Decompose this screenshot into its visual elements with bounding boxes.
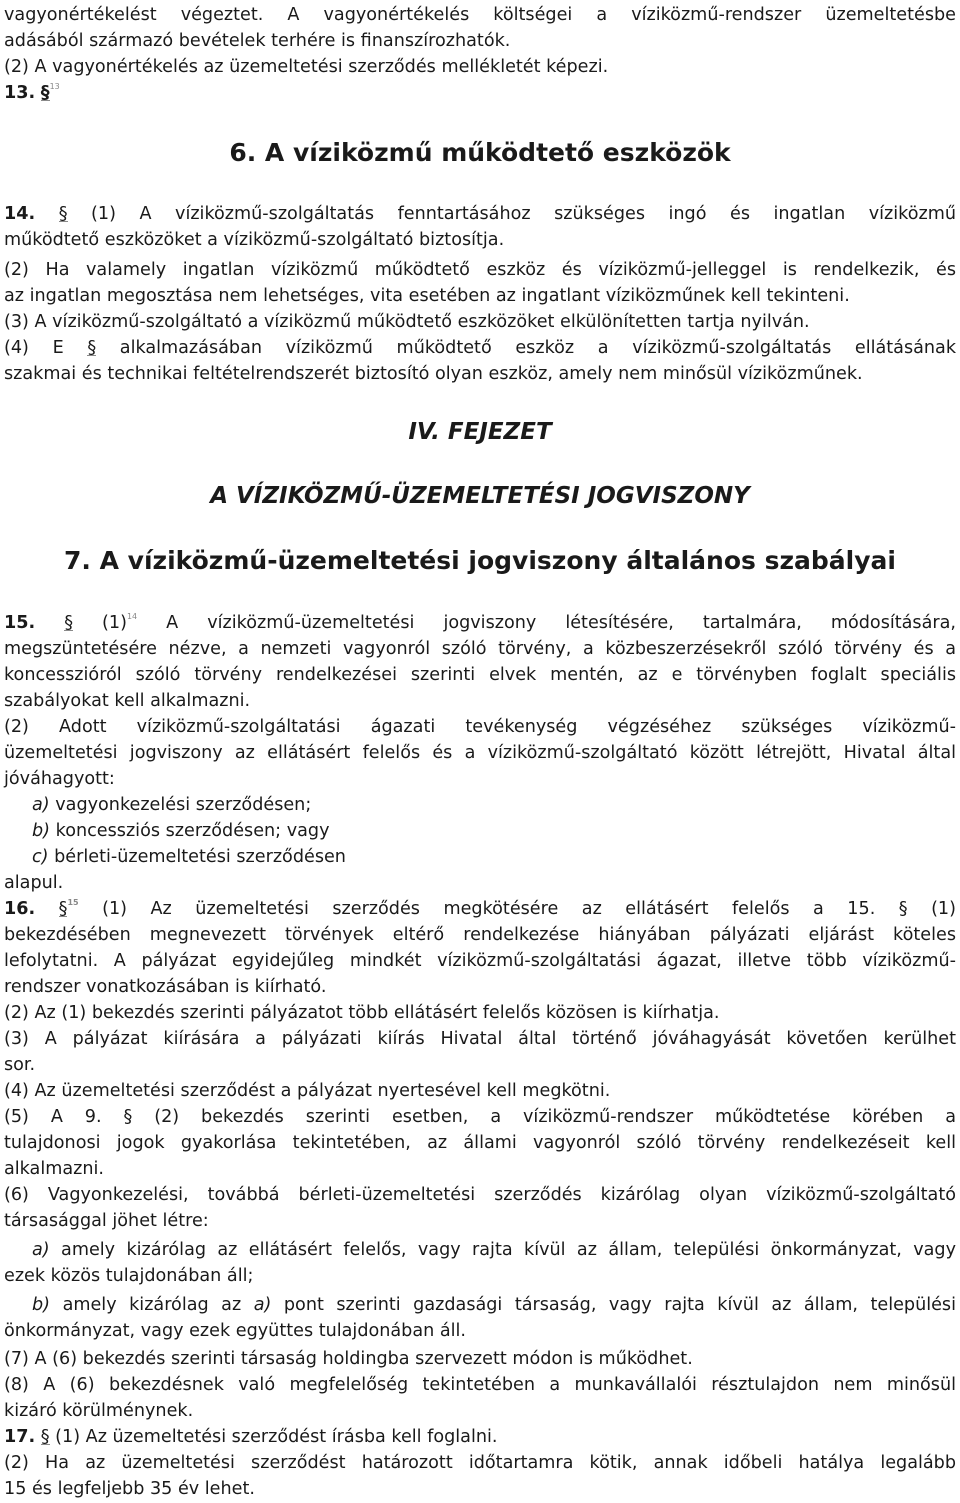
section-sign-link[interactable]: § [64, 613, 73, 633]
paragraph-line: (2) Ha az üzemeltetési szerződést határozott időtartamra kötik, annak időbeli hatálya legalább [4, 1453, 956, 1473]
paragraph-line: az ingatlan megosztása nem lehetséges, vita esetében az ingatlant víziközműnek kell tekinteni. [4, 286, 850, 306]
paragraph-text: (1) Az üzemeltetési szerződést írásba kell foglalni. [55, 1427, 498, 1447]
paragraph-line: bekezdésében megnevezett törvények eltérő rendelkezése hiányában pályázati eljárást köteles [4, 925, 956, 945]
section-sign-link[interactable]: § [58, 899, 68, 919]
footnote-ref[interactable]: 14 [126, 612, 138, 621]
paragraph-line: üzemeltetési jogviszony az ellátásért felelős és a víziközmű-szolgáltató között létrejött, Hivatal által [4, 743, 956, 763]
paragraph-line: (3) A víziközmű-szolgáltató a víziközmű működtető eszközöket elkülönítetten tartja nyilván. [4, 312, 810, 332]
list-label: b) [32, 1295, 51, 1315]
paragraph-line: koncesszióról szóló törvény rendelkezései szerinti elvek mentén, az e törvényben foglalt speciális [4, 665, 956, 685]
chapter-title: A VÍZIKÖZMŰ-ÜZEMELTETÉSI JOGVISZONY [210, 483, 750, 509]
paragraph-line: tulajdonosi jogok gyakorlása tekintetében, az állami vagyonról szóló törvény rendelkezéseit kell [4, 1133, 956, 1153]
paragraph-line: rendszer vonatkozásában is kiírható. [4, 977, 327, 997]
section-15-line [4, 610, 956, 636]
paragraph-line: önkormányzat, vagy ezek együttes tulajdonában áll. [4, 1321, 467, 1341]
section-sign-link[interactable]: § [58, 204, 68, 224]
paragraph-line: vagyonértékelést végeztet. A vagyonértékelés költségei a víziközmű-rendszer üzemeltetésbe [4, 5, 956, 25]
section-sign-link[interactable]: § [87, 338, 97, 358]
list-item [32, 818, 956, 844]
list-text: amely kizárólag az ellátásért felelős, vagy rajta kívül az állam, települési önkormányzat, vagy [61, 1240, 956, 1260]
point-reference: a) [253, 1295, 272, 1315]
paragraph-number: (1) [102, 613, 127, 633]
subtitle-heading: 6. A víziközmű működtető eszközök [229, 138, 731, 167]
paragraph-line: (5) A 9. § (2) bekezdés szerinti esetben, a víziközmű-rendszer működtetése körében a [4, 1107, 956, 1127]
list-label: c) [32, 847, 49, 867]
paragraph-text: (4) E [4, 338, 64, 358]
paragraph-line: megszüntetésére nézve, a nemzeti vagyonról szóló törvény, a közbeszerzésekről szóló törvény és a [4, 639, 956, 659]
paragraph-line: szakmai és technikai feltételrendszerét biztosító olyan eszköz, amely nem minősül víziközműnek. [4, 364, 863, 384]
section-number: 13. [4, 83, 36, 103]
paragraph-text: (1) A víziközmű-szolgáltatás fenntartásához szükséges ingó és ingatlan víziközmű [91, 204, 957, 224]
list-text: amely kizárólag az [62, 1295, 242, 1315]
list-item [32, 1237, 956, 1263]
paragraph-line: 15 és legfeljebb 35 év lehet. [4, 1479, 255, 1499]
paragraph-line: lefolytatni. A pályázat egyidejűleg mindkét víziközmű-szolgáltatási ágazat, illetve több víziközmű- [4, 951, 956, 971]
list-text: koncessziós szerződésen; vagy [55, 821, 330, 841]
list-text: vagyonkezelési szerződésen; [55, 795, 312, 815]
section-13 [4, 80, 956, 106]
section-16-line [4, 896, 956, 922]
paragraph-text: alkalmazásában víziközmű működtető eszköz a víziközmű-szolgáltatás ellátásának [119, 338, 957, 358]
section-number: 15. [4, 613, 36, 633]
section-14-line [4, 201, 956, 227]
paragraph-line: alkalmazni. [4, 1159, 105, 1179]
paragraph-line: alapul. [4, 873, 64, 893]
footnote-ref[interactable]: 13 [49, 82, 60, 91]
subtitle-heading: 7. A víziközmű-üzemeltetési jogviszony általános szabályai [64, 546, 896, 575]
paragraph-line: (3) A pályázat kiírására a pályázati kiírás Hivatal által történő jóváhagyását követően kerülhet [4, 1029, 956, 1049]
section-number: 16. [4, 899, 36, 919]
section-17-line [4, 1424, 956, 1450]
list-item [32, 844, 956, 870]
paragraph-line: működtető eszközöket a víziközmű-szolgáltató biztosítja. [4, 230, 505, 250]
footnote-ref[interactable]: 15 [67, 898, 79, 907]
paragraph-line: adásából származó bevételek terhére is finanszírozhatók. [4, 31, 511, 51]
paragraph-line: sor. [4, 1055, 36, 1075]
section-sign-link[interactable]: § [40, 1427, 50, 1447]
paragraph-line: (2) Az (1) bekezdés szerinti pályázatot több ellátásért felelős közösen is kiírhatja. [4, 1003, 720, 1023]
paragraph-line: (7) A (6) bekezdés szerinti társaság holdingba szervezett módon is működhet. [4, 1349, 693, 1369]
paragraph-line: ezek közös tulajdonában áll; [4, 1266, 254, 1286]
paragraph-line: (2) Adott víziközmű-szolgáltatási ágazati tevékenység végzéséhez szükséges víziközmű- [4, 717, 956, 737]
paragraph-line: társasággal jöhet létre: [4, 1211, 209, 1231]
paragraph-line: szabályokat kell alkalmazni. [4, 691, 251, 711]
paragraph-line: (4) Az üzemeltetési szerződést a pályázat nyertesével kell megkötni. [4, 1081, 611, 1101]
paragraph-line: (2) Ha valamely ingatlan víziközmű működtető eszköz és víziközmű-jelleggel is rendelkezik, és [4, 260, 956, 280]
list-item [32, 1292, 956, 1318]
paragraph-line: (6) Vagyonkezelési, továbbá bérleti-üzemeltetési szerződés kizárólag olyan víziközmű-szolgáltató [4, 1185, 956, 1205]
paragraph-line [4, 335, 956, 361]
paragraph-line: kizáró körülménynek. [4, 1401, 194, 1421]
section-number: 14. [4, 204, 36, 224]
list-text: pont szerinti gazdasági társaság, vagy rajta kívül az állam, települési [283, 1295, 956, 1315]
paragraph-line: jóváhagyott: [4, 769, 115, 789]
paragraph-text: A víziközmű-üzemeltetési jogviszony létesítésére, tartalmára, módosítására, [166, 613, 956, 633]
chapter-heading: IV. FEJEZET [408, 419, 552, 445]
section-sign-link[interactable]: § [40, 83, 50, 103]
paragraph-line: (8) A (6) bekezdésnek való megfelelőség tekintetében a munkavállalói résztulajdon nem minősül [4, 1375, 956, 1395]
list-label: a) [32, 1240, 50, 1260]
section-number: 17. [4, 1427, 36, 1447]
list-item [32, 792, 956, 818]
list-text: bérleti-üzemeltetési szerződésen [54, 847, 346, 867]
paragraph-text: (1) Az üzemeltetési szerződés megkötésére az ellátásért felelős a 15. § (1) [102, 899, 956, 919]
list-label: a) [32, 795, 50, 815]
paragraph-line: (2) A vagyonértékelés az üzemeltetési szerződés mellékletét képezi. [4, 57, 609, 77]
list-label: b) [32, 821, 51, 841]
